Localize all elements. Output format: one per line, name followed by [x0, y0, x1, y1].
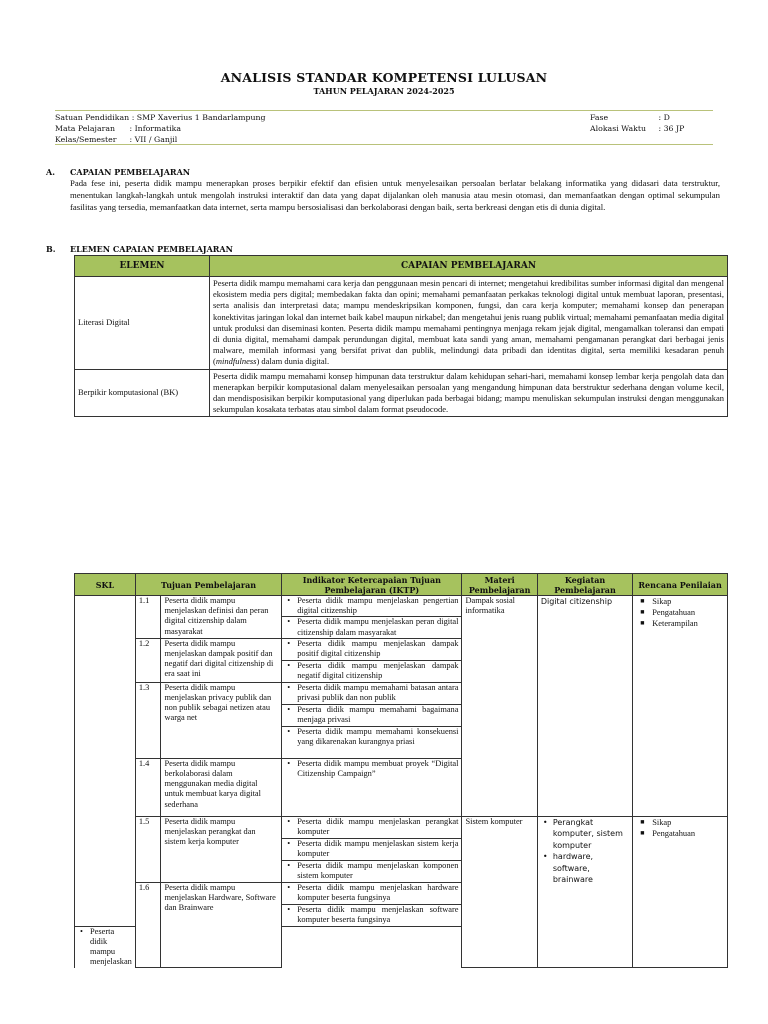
satuan-label: Satuan Pendidikan: [55, 113, 130, 122]
iktp-text: Peserta didik mampu memahami batasan antara privasi publik dan non publik: [297, 682, 459, 703]
col-skl: SKL: [75, 574, 136, 596]
kegiatan-item: hardware, software, brainware: [552, 852, 594, 885]
capaian-emphasis: mindfulness: [215, 356, 257, 367]
penilaian-cell: [633, 816, 728, 967]
materi-cell: Dampak sosial informatika: [462, 596, 537, 817]
iktp-text: Peserta didik mampu menjelaskan komponen sistem komputer: [297, 860, 459, 881]
col-tujuan: Tujuan Pembelajaran: [135, 574, 281, 596]
penilaian-item: Sikap: [652, 597, 672, 606]
iktp-item: • Peserta didik mampu menjelaskan software komputer beserta fungsinya: [282, 904, 462, 926]
satuan-value: : SMP Xaverius 1 Bandarlampung: [131, 113, 266, 122]
iktp-item: • Peserta didik mampu menjelaskan sistem kerja komputer: [282, 838, 462, 860]
elemen-cell: Literasi Digital: [75, 277, 210, 370]
capaian-cell: [210, 277, 728, 370]
list-item: ■ Pengatahuan: [640, 828, 696, 838]
tp-text: Peserta didik mampu menjelaskan privacy publik dan non publik sebagai netizen atau warga net: [161, 682, 282, 758]
iktp-item: • Peserta didik mampu menjelaskan komponen sistem komputer: [282, 860, 462, 882]
section-b-number: B.: [46, 244, 56, 254]
list-item: • hardware, software, brainware: [541, 851, 629, 886]
document-subtitle: TAHUN PELAJARAN 2024-2025: [313, 86, 455, 96]
fase-row: [590, 112, 670, 123]
penilaian-cell: [633, 596, 728, 817]
elemen-cell: Berpikir komputasional (BK): [75, 369, 210, 417]
kegiatan-text: Digital citizenship: [540, 597, 613, 606]
capaian-cell: Peserta didik mampu memahami konsep himpunan data terstruktur dalam kehidupan sehari-hari, memahami konsep lembar kerja pengolah data dan menerapkan berpikir komputasional dalam menyelesaikan persoalan yang mengandung himpunan data berstruktur sederhana dengan volume kecil, dan mendisposisikan berpikir komputasional yang diperlukan pada berbagai bidang; mampu menuliskan sekumpulan instruksi dengan menggunakan sekumpulan kosakata terbatas atau simbol dalam format pseudocode.: [210, 369, 728, 417]
col-kegiatan: Kegiatan Pembelajaran: [537, 574, 632, 596]
iktp-text: Peserta didik mampu memahami konsekuensi yang dikarenakan kurangnya priasi: [297, 726, 459, 747]
table-row: [75, 596, 728, 617]
tp-text: Peserta didik mampu menjelaskan dampak positif dan negatif dari digital citizenship di era saat ini: [161, 638, 282, 682]
kegiatan-cell: [537, 596, 632, 817]
section-a-title: CAPAIAN PEMBELAJARAN: [70, 167, 191, 177]
iktp-text: Peserta didik mampu menjelaskan hardware komputer beserta fungsinya: [297, 882, 459, 903]
alokasi-row: [590, 123, 684, 134]
col-materi: Materi Pembelajaran: [462, 574, 537, 596]
elemen-table-header: [75, 256, 728, 277]
section-a-paragraph: Pada fese ini, peserta didik mampu menerapkan proses berpikir efektif dan efisien untuk menyelesaikan persoalan berlatar belakang informatika yang didasari data terstruktur, menentukan langkah-langkah untuk mengolah instruksi interaktif dan data yang dapat dijalankan oleh manusia atau mesin otomasi, dan memanfaatkan dengan optimal sekumpulan fasilitas yang tersedia, memanfaatkan data internet, serta mampu bersosialisasi dan berkolaborasi dengan baik, serta berkreasi dengan etis di dunia digital.: [70, 178, 720, 212]
iktp-item: • Peserta didik mampu menjelaskan dampak negatif digital citizenship: [282, 660, 462, 682]
iktp-item: • Peserta didik mampu menjelaskan hardware komputer beserta fungsinya: [282, 882, 462, 904]
iktp-text: Peserta didik mampu menjelaskan dampak positif digital citizenship: [297, 638, 459, 659]
kelas-label: Kelas/Semester: [55, 135, 117, 144]
materi-cell: Sistem komputer: [462, 816, 537, 967]
elemen-table: [74, 255, 728, 417]
iktp-item: • Peserta didik mampu menjelaskan perangkat komputer: [282, 816, 462, 838]
iktp-text: Peserta didik mampu menjelaskan dampak negatif digital citizenship: [297, 660, 459, 681]
section-b-title: ELEMEN CAPAIAN PEMBELAJARAN: [70, 244, 233, 254]
tp-text: Peserta didik mampu berkolaborasi dalam menggunakan media digital untuk membuat karya digital sederhana: [161, 758, 282, 816]
iktp-item: • Peserta didik mampu menjelaskan: [75, 926, 136, 967]
table-row: [75, 816, 728, 838]
iktp-text: Peserta didik mampu menjelaskan software komputer beserta fungsinya: [297, 904, 459, 925]
tp-text: Peserta didik mampu menjelaskan perangkat dan sistem kerja komputer: [161, 816, 282, 882]
mapel-row: [55, 123, 181, 134]
iktp-item: • Peserta didik mampu memahami bagaimana menjaga privasi: [282, 704, 462, 726]
tp-number: 1.2: [135, 638, 161, 682]
iktp-item: • Peserta didik mampu menjelaskan dampak positif digital citizenship: [282, 638, 462, 660]
alokasi-value: : 36 JP: [658, 124, 685, 133]
document-title: ANALISIS STANDAR KOMPETENSI LULUSAN: [220, 70, 548, 85]
fase-label: Fase: [590, 113, 609, 122]
kelas-value: : VII / Ganjil: [129, 135, 178, 144]
tp-text: Peserta didik mampu menjelaskan definisi dan peran digital citizenship dalam masyarakat: [161, 596, 282, 639]
kelas-row: [55, 134, 177, 145]
iktp-text: Peserta didik mampu menjelaskan sistem kerja komputer: [297, 838, 459, 859]
fase-value: : D: [658, 113, 670, 122]
section-b-heading: [46, 244, 233, 254]
kegiatan-cell: [537, 816, 632, 967]
tp-number: 1.4: [135, 758, 161, 816]
list-item: ■ Keterampilan: [640, 619, 698, 628]
list-item: ■ Sikap: [640, 817, 672, 827]
tp-number: 1.1: [135, 596, 161, 639]
table-row: [75, 369, 728, 417]
penilaian-item: Pengatahuan: [652, 828, 696, 838]
skl-table-header: [75, 574, 728, 596]
mapel-value: : Informatika: [129, 124, 182, 133]
iktp-text: Peserta didik mampu menjelaskan perangkat komputer: [297, 816, 459, 837]
tp-text: Peserta didik mampu menjelaskan Hardware, Software dan Brainware: [161, 882, 282, 967]
list-item: • Perangkat komputer, sistem komputer: [541, 817, 629, 852]
tp-number: 1.6: [135, 882, 161, 967]
kegiatan-item: Perangkat komputer, sistem komputer: [552, 817, 623, 850]
iktp-item: • Peserta didik mampu memahami batasan antara privasi publik dan non publik: [282, 682, 462, 704]
iktp-text: Peserta didik mampu memahami bagaimana menjaga privasi: [297, 704, 459, 725]
section-a-heading: [46, 167, 190, 177]
satuan-row: [55, 112, 266, 123]
col-capaian: CAPAIAN PEMBELAJARAN: [210, 256, 728, 277]
penilaian-item: Keterampilan: [652, 619, 698, 628]
section-a-number: A.: [46, 167, 55, 177]
iktp-text: Peserta didik mampu menjelaskan pengertian digital citizenship: [297, 596, 459, 616]
table-row: [75, 277, 728, 370]
iktp-text: Peserta didik mampu menjelaskan: [90, 926, 132, 967]
iktp-text: Peserta didik mampu menjelaskan peran digital citizenship dalam masyarakat: [297, 617, 459, 637]
tp-number: 1.3: [135, 682, 161, 758]
capaian-text: Peserta didik mampu memahami cara kerja dan penggunaan mesin pencari di internet; mengetahui kredibilitas sumber informasi digital dan mengenal ekosistem media pers digital; membedakan fakta dan opini; memahami pemanfaatan perkakas teknologi digital untuk membuat laporan, presentasi, serta analisis dan interpretasi data; mampu mendeskripsikan komponen, fungsi, dan cara kerja komputer; memahami konsep dan penerapan konektivitas jaringan lokal dan internet baik kabel maupun nirkabel; dan mengetahui jenis ruang publik virtual; memahami pemanfaatan media digital untuk produksi dan diseminasi konten. Peserta didik mampu memahami pentingnya menjaga rekam jejak digital, mengamalkan toleransi dan empati di dunia digital, memahami dampak perundungan digital, membuat kata sandi yang aman, memahami pengamanan perangkat dari berbagai jenis malware, memilah informasi yang bersifat privat dan publik, melindungi data pribadi dan identitas digital, serta memiliki kesadaran penuh (: [213, 278, 724, 367]
penilaian-item: Sikap: [652, 817, 672, 827]
tp-number: 1.5: [135, 816, 161, 882]
skl-table: [74, 573, 728, 968]
iktp-item: • Peserta didik mampu membuat proyek “Digital Citizenship Campaign”: [282, 758, 462, 816]
iktp-item: • Peserta didik mampu menjelaskan pengertian digital citizenship: [282, 596, 462, 617]
mapel-label: Mata Pelajaran: [55, 124, 116, 133]
skl-cell: [75, 596, 136, 927]
iktp-item: • Peserta didik mampu menjelaskan peran digital citizenship dalam masyarakat: [282, 617, 462, 638]
list-item: ■ Sikap: [640, 597, 672, 606]
col-elemen: ELEMEN: [75, 256, 210, 277]
capaian-text-end: ) dalam dunia digital.: [256, 356, 330, 367]
identity-block: [55, 110, 713, 145]
iktp-text: Peserta didik mampu membuat proyek “Digital Citizenship Campaign”: [297, 758, 459, 779]
iktp-item: • Peserta didik mampu memahami konsekuensi yang dikarenakan kurangnya priasi: [282, 726, 462, 758]
col-iktp: Indikator Ketercapaian Tujuan Pembelajaran (IKTP): [282, 574, 462, 596]
penilaian-item: Pengatahuan: [652, 608, 696, 617]
col-penilaian: Rencana Penilaian: [633, 574, 728, 596]
alokasi-label: Alokasi Waktu: [590, 124, 647, 133]
list-item: ■ Pengatahuan: [640, 608, 696, 617]
